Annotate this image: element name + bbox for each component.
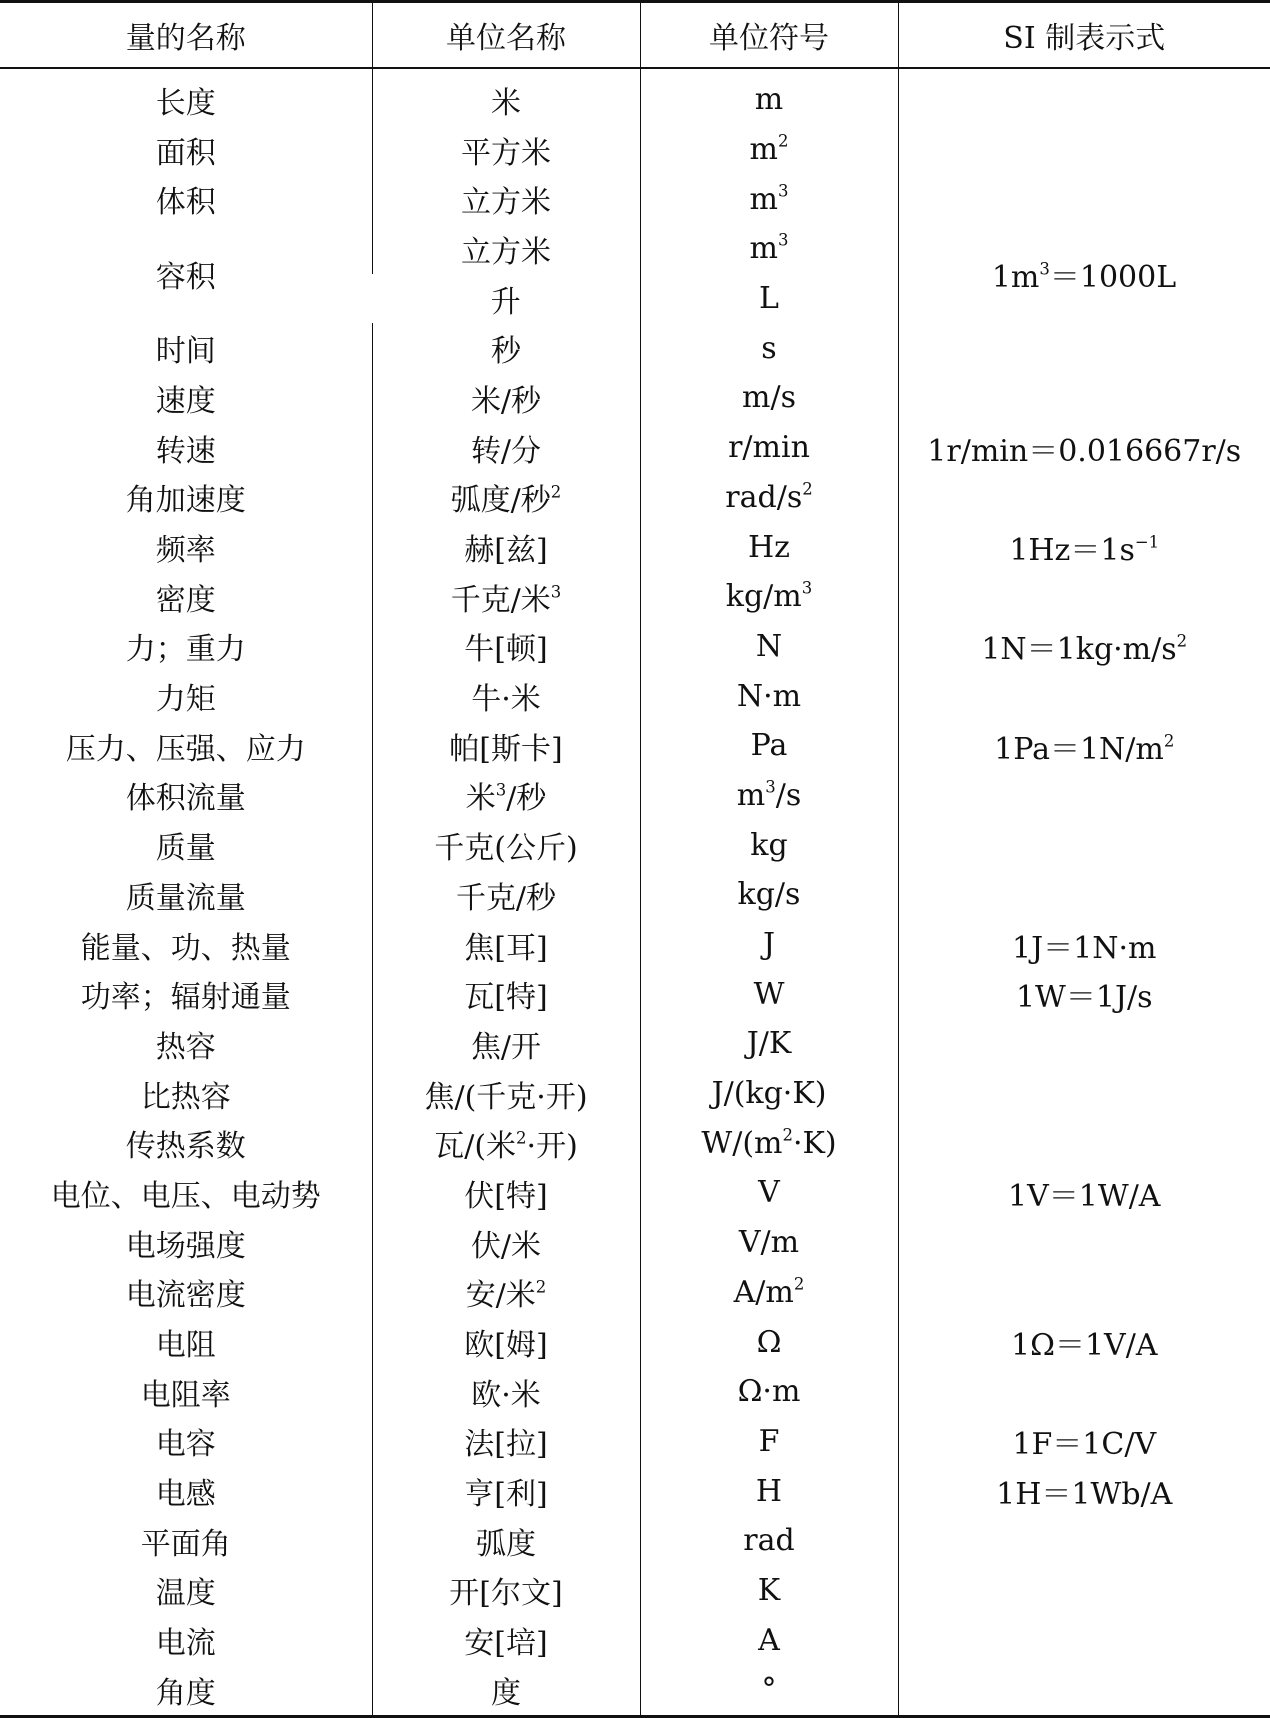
- cell-si-expression: 1F＝1C/V: [898, 1417, 1270, 1467]
- cell-unit-symbol: N·m: [640, 671, 898, 721]
- cell-quantity: 体积: [155, 185, 216, 221]
- cell-unit-name: 立方米: [372, 224, 640, 274]
- table-row: [0, 423, 1270, 473]
- cell-unit-symbol: s: [640, 323, 898, 373]
- cell-unit-name: 秒: [372, 323, 640, 373]
- table-row: [0, 969, 1270, 1019]
- table-row: [0, 1615, 1270, 1665]
- cell-unit-name: 焦/开: [372, 1019, 640, 1069]
- cell-quantity: 质量流量: [125, 880, 246, 916]
- table-row: [0, 473, 1270, 523]
- cell-unit-symbol: m/s: [640, 373, 898, 423]
- cell-unit-symbol: °: [640, 1665, 898, 1716]
- cell-quantity: 质量: [155, 831, 216, 867]
- cell-unit-name: 牛·米: [372, 671, 640, 721]
- cell-unit-symbol: Hz: [640, 522, 898, 572]
- header-si-expression: SI 制表示式: [898, 2, 1270, 69]
- cell-si-expression: [898, 1615, 1270, 1665]
- table-row: [0, 323, 1270, 373]
- cell-quantity: 热容: [155, 1029, 216, 1065]
- cell-unit-symbol: H: [640, 1466, 898, 1516]
- cell-quantity: 转速: [155, 433, 216, 469]
- cell-unit-name: 瓦/(米$^2$·开): [372, 1118, 640, 1168]
- table-row: [0, 820, 1270, 870]
- cell-unit-symbol: J/(kg·K): [640, 1069, 898, 1119]
- cell-unit-symbol: A: [640, 1615, 898, 1665]
- cell-si-expression: [898, 125, 1270, 175]
- cell-si-expression: [898, 373, 1270, 423]
- cell-unit-symbol: $A/m^2$: [640, 1268, 898, 1318]
- cell-si-expression: [898, 1019, 1270, 1069]
- cell-si-expression: $1Hz=1s^{-1}$: [898, 522, 1270, 572]
- cell-quantity: 容积: [155, 259, 216, 295]
- cell-si-expression: [898, 1118, 1270, 1168]
- cell-quantity: 角度: [155, 1675, 216, 1711]
- cell-unit-symbol: $m^3/s$: [640, 771, 898, 821]
- cell-unit-symbol: V/m: [640, 1218, 898, 1268]
- cell-si-expression: 1J＝1N·m: [898, 920, 1270, 970]
- cell-unit-name: 伏[特]: [372, 1168, 640, 1218]
- table-row: [0, 224, 1270, 274]
- cell-si-expression: 1Ω＝1V/A: [898, 1317, 1270, 1367]
- table-row: [0, 174, 1270, 224]
- cell-si-expression: $1m^3=1000L$: [898, 224, 1270, 323]
- cell-unit-name: 弧度: [372, 1516, 640, 1566]
- table-row: [0, 671, 1270, 721]
- cell-quantity: 压力、压强、应力: [65, 731, 306, 767]
- header-row: [0, 2, 1270, 69]
- cell-unit-symbol: $m^2$: [640, 125, 898, 175]
- cell-unit-name: 法[拉]: [372, 1417, 640, 1467]
- cell-unit-name: 亨[利]: [372, 1466, 640, 1516]
- cell-quantity: 温度: [155, 1576, 216, 1612]
- cell-unit-symbol: Pa: [640, 721, 898, 771]
- cell-si-expression: $1N=1kg\cdot m/s^2$: [898, 622, 1270, 672]
- cell-unit-name: 欧[姆]: [372, 1317, 640, 1367]
- cell-unit-symbol: Ω·m: [640, 1367, 898, 1417]
- cell-si-expression: [898, 572, 1270, 622]
- cell-quantity: 电场强度: [125, 1228, 246, 1264]
- table-row: [0, 1367, 1270, 1417]
- table-row: [0, 125, 1270, 175]
- cell-si-expression: [898, 323, 1270, 373]
- cell-quantity: 传热系数: [125, 1129, 246, 1165]
- table-row: [0, 1417, 1270, 1467]
- cell-unit-name: 安[培]: [372, 1615, 640, 1665]
- header-unit-symbol: 单位符号: [640, 2, 898, 69]
- cell-unit-name: 牛[顿]: [372, 622, 640, 672]
- cell-quantity: 面积: [155, 135, 216, 171]
- cell-unit-symbol: rad: [640, 1516, 898, 1566]
- cell-quantity: 能量、功、热量: [80, 930, 291, 966]
- cell-unit-name: 转/分: [372, 423, 640, 473]
- cell-quantity: 电位、电压、电动势: [50, 1178, 321, 1214]
- cell-unit-symbol: $W/(m^2\cdot K)$: [640, 1118, 898, 1168]
- cell-si-expression: [898, 671, 1270, 721]
- cell-si-expression: [898, 473, 1270, 523]
- table-row: [0, 870, 1270, 920]
- cell-unit-symbol: Ω: [640, 1317, 898, 1367]
- cell-unit-symbol: r/min: [640, 423, 898, 473]
- cell-quantity: 电容: [155, 1427, 216, 1463]
- cell-unit-name: 千克(公斤): [372, 820, 640, 870]
- header-quantity: 量的名称: [0, 2, 372, 69]
- table-row: [0, 1317, 1270, 1367]
- cell-unit-name: 米: [372, 68, 640, 125]
- cell-si-expression: $1Pa=1N/m^2$: [898, 721, 1270, 771]
- cell-quantity: 频率: [155, 533, 216, 569]
- cell-unit-name: 升: [490, 284, 521, 320]
- header-unit-name: 单位名称: [372, 2, 640, 69]
- cell-quantity: 力矩: [155, 682, 216, 718]
- cell-unit-name: 伏/米: [372, 1218, 640, 1268]
- cell-si-expression: 1r/min＝0.016667r/s: [898, 423, 1270, 473]
- table-row: [0, 920, 1270, 970]
- cell-quantity: 电流: [155, 1626, 216, 1662]
- cell-unit-symbol: J/K: [640, 1019, 898, 1069]
- cell-unit-symbol: $m^3$: [640, 174, 898, 224]
- table-row: [0, 68, 1270, 125]
- table-row: [0, 1466, 1270, 1516]
- cell-unit-name: 米$^3$/秒: [372, 771, 640, 821]
- table-row: [0, 1168, 1270, 1218]
- cell-unit-name: 瓦[特]: [372, 969, 640, 1019]
- cell-unit-symbol: F: [640, 1417, 898, 1467]
- cell-si-expression: 1W＝1J/s: [898, 969, 1270, 1019]
- cell-quantity: 比热容: [140, 1079, 231, 1115]
- cell-unit-name: 平方米: [372, 125, 640, 175]
- cell-si-expression: [898, 1268, 1270, 1318]
- cell-unit-symbol: J: [640, 920, 898, 970]
- cell-unit-symbol: K: [640, 1566, 898, 1616]
- cell-unit-name: 欧·米: [372, 1367, 640, 1417]
- table-row: [0, 1218, 1270, 1268]
- cell-unit-name: 千克/米$^3$: [372, 572, 640, 622]
- cell-si-expression: [898, 1516, 1270, 1566]
- cell-unit-name: 焦[耳]: [372, 920, 640, 970]
- cell-unit-name: 立方米: [372, 174, 640, 224]
- cell-unit-symbol: rad/$s^2$: [640, 473, 898, 523]
- cell-unit-symbol: m: [640, 68, 898, 125]
- cell-unit-name: 度: [372, 1665, 640, 1716]
- table-body: [0, 68, 1270, 1716]
- cell-unit-name: 千克/秒: [372, 870, 640, 920]
- cell-si-expression: [898, 1367, 1270, 1417]
- cell-quantity: 平面角: [140, 1526, 231, 1562]
- cell-si-expression: [898, 174, 1270, 224]
- table-row: [0, 373, 1270, 423]
- table-row: [0, 1566, 1270, 1616]
- table-row: [0, 721, 1270, 771]
- cell-quantity: 密度: [155, 582, 216, 618]
- cell-quantity: 角加速度: [125, 483, 246, 519]
- cell-si-expression: [898, 771, 1270, 821]
- cell-quantity: 功率；辐射通量: [80, 980, 291, 1016]
- table-row: [0, 1268, 1270, 1318]
- cell-unit-symbol: kg/s: [640, 870, 898, 920]
- cell-quantity: 电流密度: [125, 1278, 246, 1314]
- cell-unit-name: 开[尔文]: [372, 1566, 640, 1616]
- cell-si-expression: [898, 870, 1270, 920]
- cell-quantity: 电阻: [155, 1328, 216, 1364]
- cell-unit-symbol: $kg/m^3$: [640, 572, 898, 622]
- table-row: [0, 1019, 1270, 1069]
- cell-si-expression: [898, 68, 1270, 125]
- cell-unit-symbol: L: [640, 274, 898, 324]
- table-row: [0, 572, 1270, 622]
- cell-unit-symbol: $m^3$: [640, 224, 898, 274]
- cell-quantity: 时间: [155, 334, 216, 370]
- cell-unit-name: 安/米$^2$: [372, 1268, 640, 1318]
- cell-unit-symbol: W: [640, 969, 898, 1019]
- cell-unit-symbol: kg: [640, 820, 898, 870]
- cell-unit-symbol: V: [640, 1168, 898, 1218]
- cell-quantity: 力；重力: [125, 632, 246, 668]
- cell-unit-name: 帕[斯卡]: [372, 721, 640, 771]
- table-row: [0, 522, 1270, 572]
- cell-si-expression: 1H＝1Wb/A: [898, 1466, 1270, 1516]
- cell-quantity: 电阻率: [140, 1377, 231, 1413]
- cell-quantity: 长度: [155, 85, 216, 121]
- table-row: [0, 1118, 1270, 1168]
- cell-quantity: 电感: [155, 1477, 216, 1513]
- cell-unit-name: 米/秒: [372, 373, 640, 423]
- cell-quantity: 体积流量: [125, 781, 246, 817]
- table-row: [0, 1665, 1270, 1716]
- table-row: [0, 1069, 1270, 1119]
- cell-unit-name: 弧度/秒$^2$: [372, 473, 640, 523]
- table-row: [0, 771, 1270, 821]
- cell-si-expression: [898, 1069, 1270, 1119]
- cell-unit-name: 赫[兹]: [372, 522, 640, 572]
- cell-si-expression: [898, 820, 1270, 870]
- table-row: [0, 1516, 1270, 1566]
- cell-unit-symbol: N: [640, 622, 898, 672]
- cell-unit-name: 焦/(千克·开): [372, 1069, 640, 1119]
- cell-si-expression: 1V＝1W/A: [898, 1168, 1270, 1218]
- cell-si-expression: [898, 1218, 1270, 1268]
- cell-si-expression: [898, 1566, 1270, 1616]
- cell-si-expression: [898, 1665, 1270, 1716]
- cell-quantity: 速度: [155, 383, 216, 419]
- table-row: [0, 622, 1270, 672]
